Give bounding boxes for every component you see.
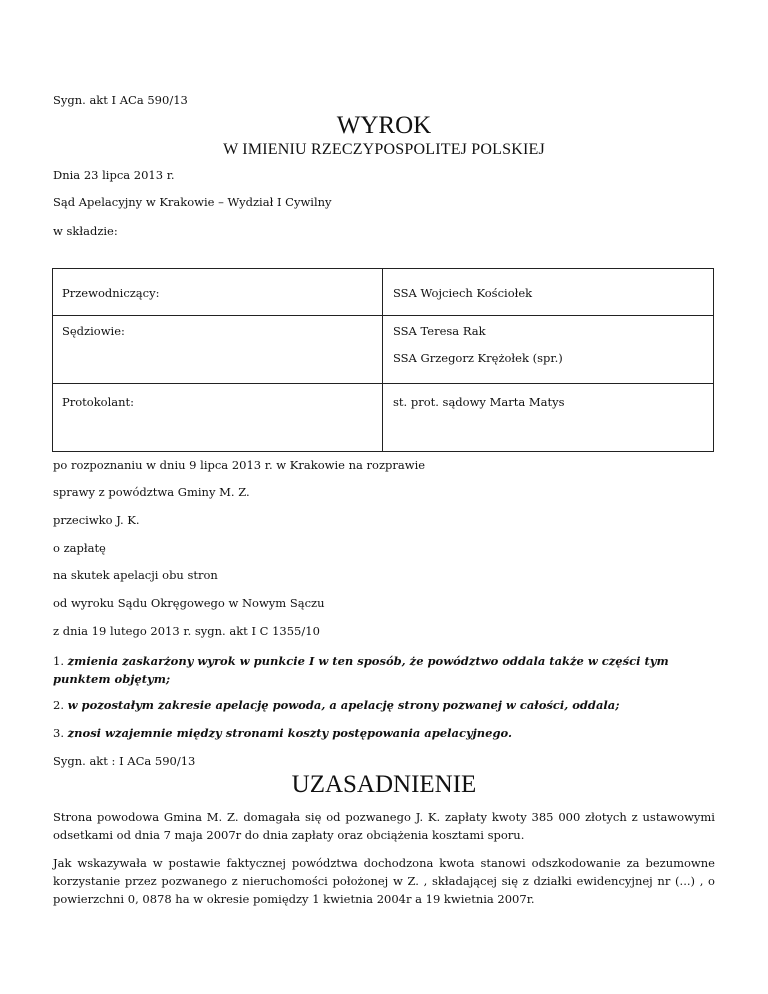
chair-label: Przewodniczący: [62,286,160,300]
proceedings-line: przeciwko J. K. [53,513,140,527]
justification-title: UZASADNIENIE [291,771,477,798]
court-name: Sąd Apelacyjny w Krakowie – Wydział I Cywilny [53,195,332,209]
proceedings-line: po rozpoznaniu w dniu 9 lipca 2013 r. w Krakowie na rozprawie [53,458,426,472]
proceedings-line: o zapłatę [53,541,106,555]
judgment-subtitle: W IMIENIU RZECZYPOSPOLITEJ POLSKIEJ [223,141,545,158]
proceedings-line: sprawy z powództwa Gminy M. Z. [53,485,250,499]
judgment-title: WYROK [336,112,432,139]
justification-paragraph: Strona powodowa Gmina M. Z. domagała się od pozwanego J. K. zapłaty kwoty 385 000 złotych z ustawowymi odsetkami od dnia 7 maja 2007r do dnia zapłaty oraz obciążenia kosztami sporu. [53,810,715,842]
table-divider [53,315,713,316]
table-divider [382,269,383,451]
clerk-name: st. prot. sądowy Marta Matys [393,395,565,409]
ruling-item-1 [53,652,715,688]
table-divider [53,383,713,384]
case-signature: Sygn. akt I ACa 590/13 [53,93,188,107]
ruling-item-3 [53,726,715,740]
chair-name: SSA Wojciech Kościołek [393,286,533,300]
ruling-item-2 [53,698,715,712]
ruling-item-text: w pozostałym zakresie apelację powoda, a apelację strony pozwanej w całości, oddala; [67,698,620,712]
ruling-item-number: 2. [53,698,64,712]
ruling-item-number: 1. [53,654,64,668]
judgment-date: Dnia 23 lipca 2013 r. [53,168,175,182]
proceedings-line: z dnia 19 lutego 2013 r. sygn. akt I C 1355/10 [53,624,320,638]
judges-label: Sędziowie: [62,324,125,338]
ruling-item-text: zmienia zaskarżony wyrok w punkcie I w ten sposób, że powództwo oddala także w części tym punktem objętym; [53,654,669,686]
judge-1-name: SSA Teresa Rak [393,324,486,338]
justification-signature: Sygn. akt : I ACa 590/13 [53,754,196,768]
proceedings-line: od wyroku Sądu Okręgowego w Nowym Sączu [53,596,325,610]
ruling-item-number: 3. [53,726,64,740]
composition-table [52,268,714,452]
judge-2-name: SSA Grzegorz Krężołek (spr.) [393,351,563,365]
justification-paragraph: Jak wskazywała w postawie faktycznej powództwa dochodzona kwota stanowi odszkodowanie za bezumowne korzystanie przez pozwanego z nieruchomości położonej w Z. , składającej się z działki ewidencyjnej nr (...) , o powierzchni 0, 0878 ha w okresie pomiędzy 1 kwietnia 2004r a 19 kwietnia 2007r. [53,856,715,906]
proceedings-line: na skutek apelacji obu stron [53,568,218,582]
composition-label: w składzie: [53,224,118,238]
ruling-item-text: znosi wzajemnie między stronami koszty postępowania apelacyjnego. [67,726,512,740]
clerk-label: Protokolant: [62,395,135,409]
